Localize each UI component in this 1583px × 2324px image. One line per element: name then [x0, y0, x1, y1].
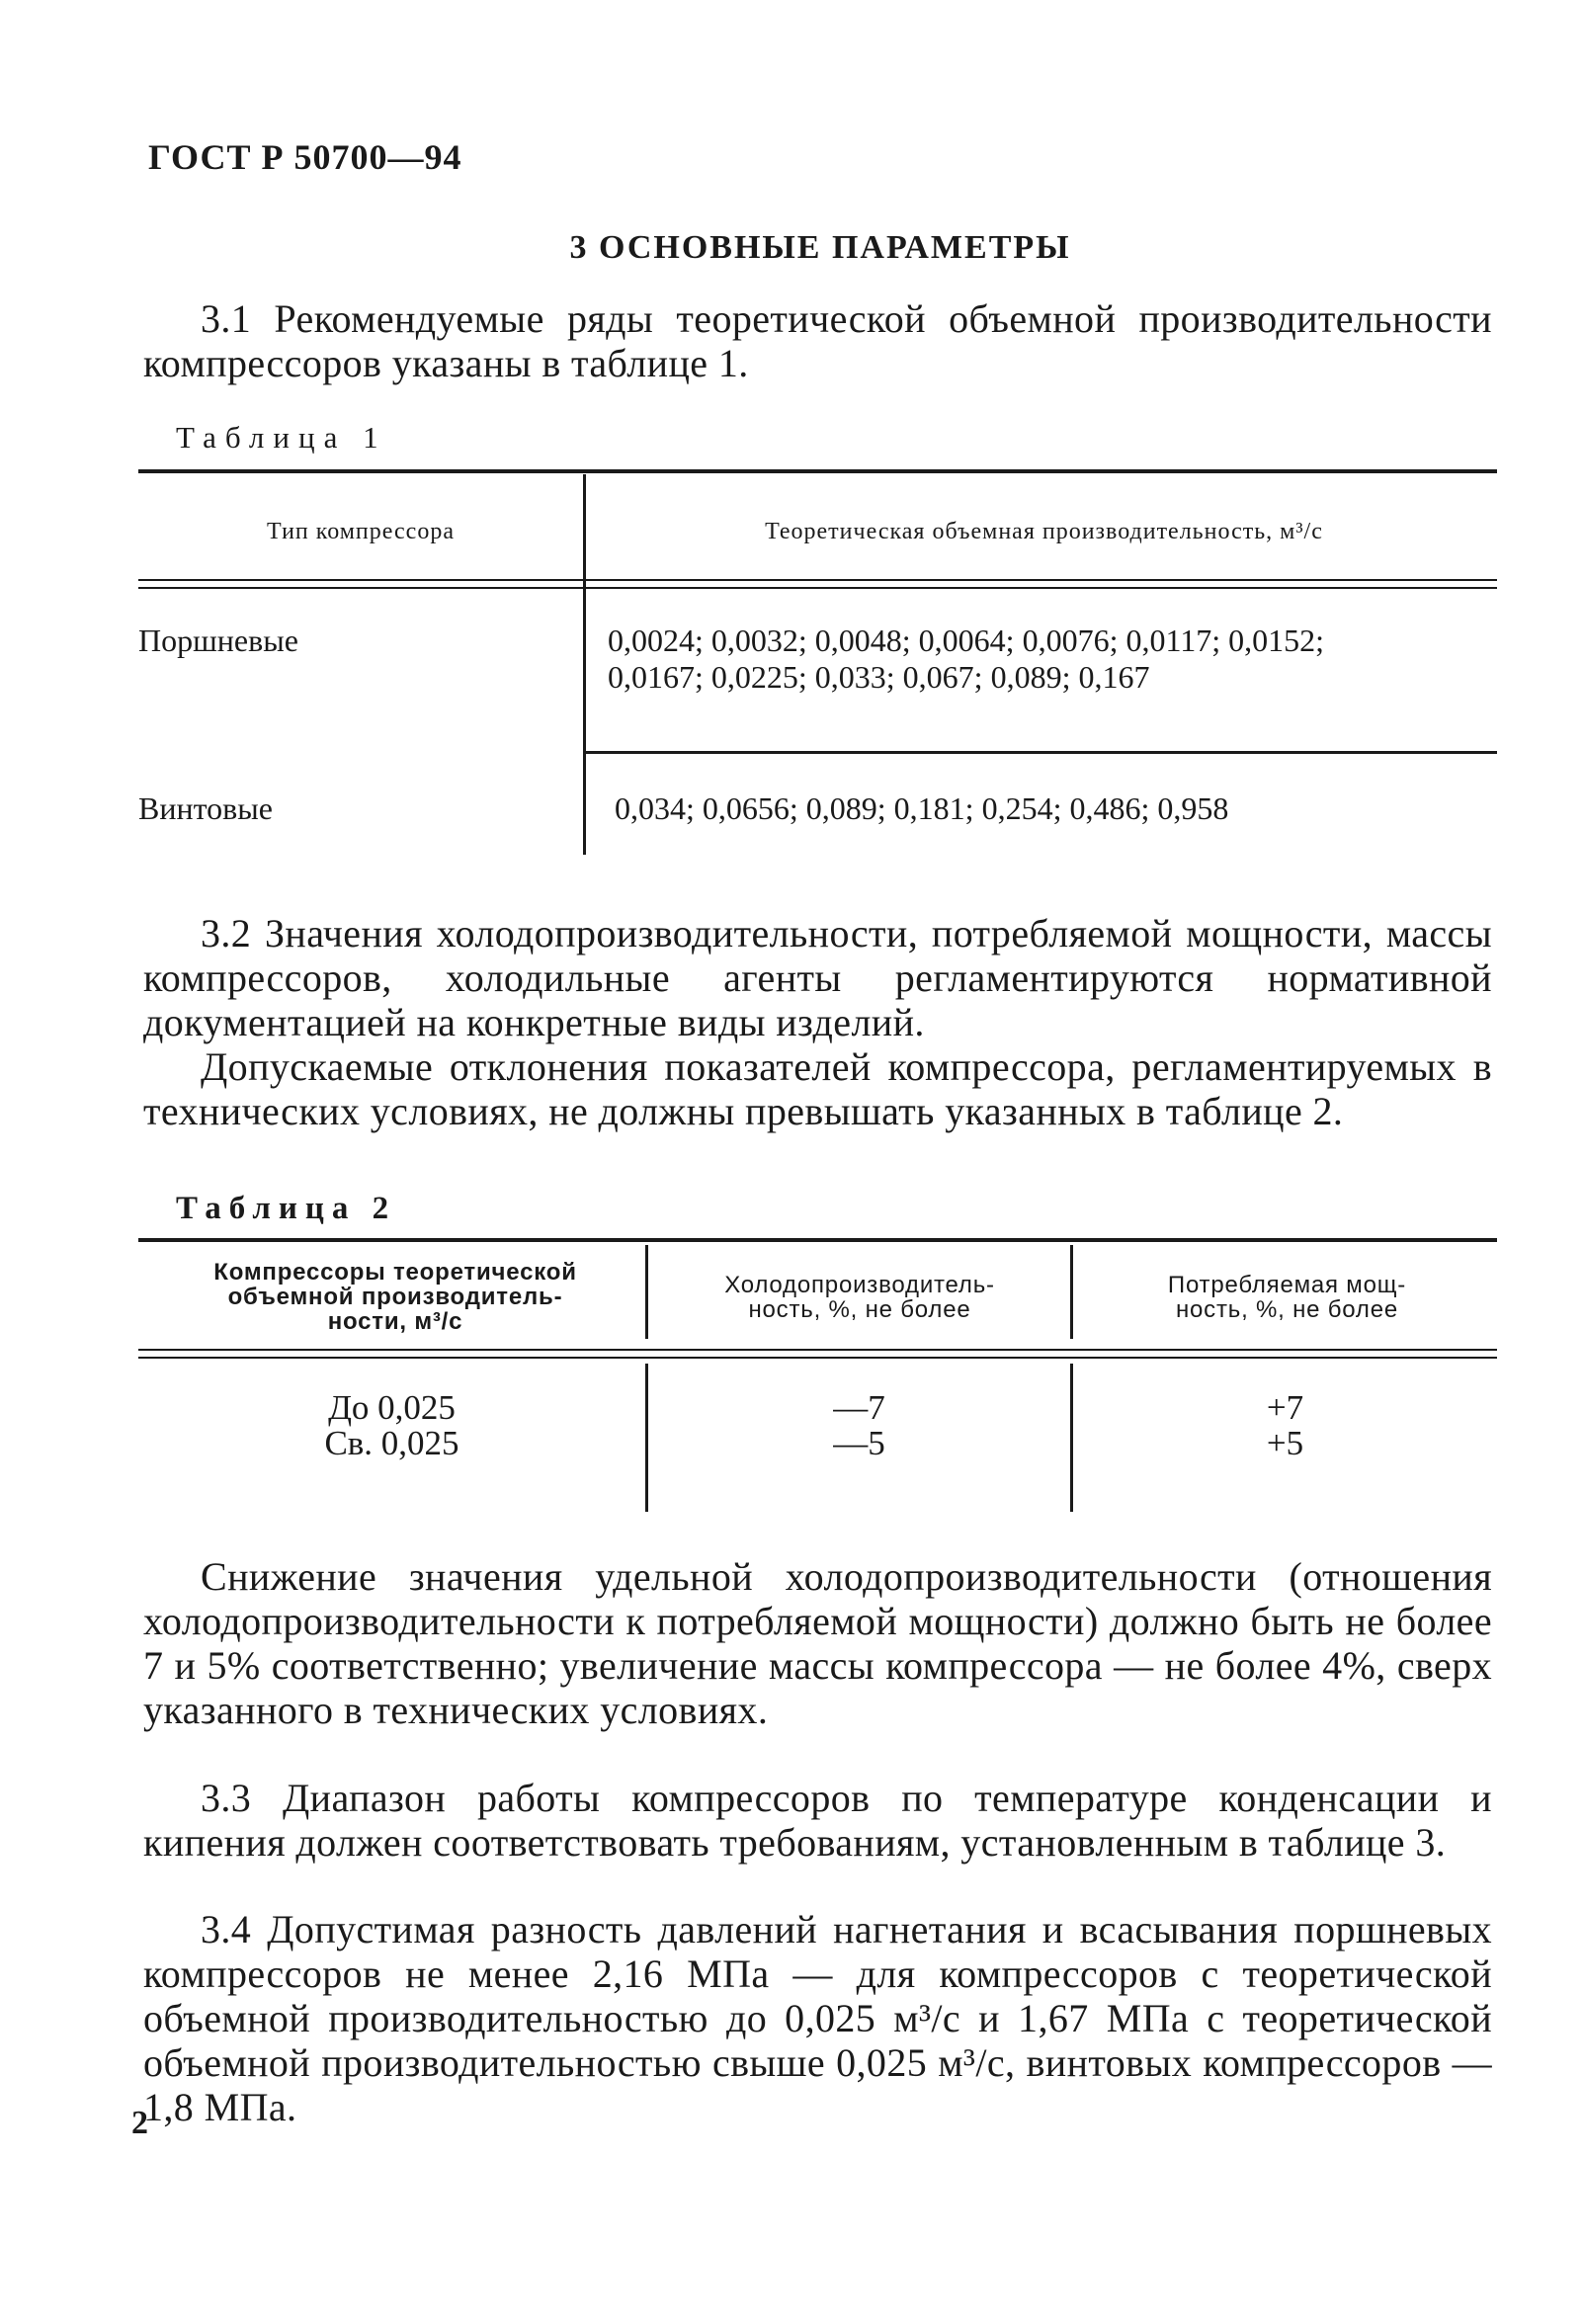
- table2-header-cooling: [652, 1273, 1067, 1322]
- table2-header-range-line: Компрессоры теоретической: [213, 1259, 577, 1286]
- table1-caption: Таблица 1: [176, 420, 387, 455]
- table1-header-rule-2: [138, 587, 1497, 589]
- table2-cell-range: Св. 0,025: [324, 1424, 459, 1462]
- table2-header-range-line: ности, м³/с: [327, 1308, 463, 1335]
- table2-header-power: [1077, 1273, 1497, 1322]
- section-title: 3 ОСНОВНЫЕ ПАРАМЕТРЫ: [569, 229, 1071, 266]
- table2-top-rule: [138, 1238, 1497, 1242]
- table2-cell-cooling: —7: [833, 1388, 885, 1427]
- table1-header-rule-1: [138, 579, 1497, 581]
- table2-header-rule-2: [138, 1357, 1497, 1359]
- table1-row-values-line1: 0,0024; 0,0032; 0,0048; 0,0064; 0,0076; 0,0117; 0,0152;: [608, 622, 1325, 658]
- table2-header-divider-1: [645, 1245, 648, 1339]
- paragraph-3-3: 3.3 Диапазон работы компрессоров по температуре конденсации и кипения должен соответствовать требованиям, установленным в таблице 3.: [143, 1776, 1492, 1865]
- table2-header-range-line: объемной производитель-: [227, 1284, 563, 1310]
- table2-cell-power: +5: [1266, 1424, 1304, 1462]
- page-number: 2: [131, 2105, 148, 2141]
- table2-header-divider-2: [1070, 1245, 1073, 1339]
- standard-header: ГОСТ Р 50700—94: [148, 137, 462, 177]
- table1-row-type: Винтовые: [138, 790, 273, 826]
- table2-header-rule-1: [138, 1349, 1497, 1351]
- table1-top-rule: [138, 469, 1497, 473]
- table1-column-divider: [583, 474, 586, 855]
- table2-cell-cooling: —5: [833, 1424, 885, 1462]
- paragraph-3-1: 3.1 Рекомендуемые ряды теоретической объемной производительности компрессоров указаны в таблице 1.: [143, 296, 1492, 385]
- table2-header-power-line: Потребляемая мощ-: [1167, 1272, 1407, 1298]
- table1-row-rule: [583, 751, 1497, 754]
- table1-row-type: Поршневые: [138, 622, 298, 658]
- table2-header-range: [148, 1260, 642, 1334]
- table2-header-cooling-line: ность, %, не более: [748, 1296, 971, 1323]
- table2-caption-text: Таблица 2: [176, 1191, 397, 1226]
- table1-row-values-line1: 0,034; 0,0656; 0,089; 0,181; 0,254; 0,486; 0,958: [615, 790, 1229, 826]
- table1-header-type: Тип компрессора: [267, 519, 455, 544]
- paragraph-deviations: Допускаемые отклонения показателей компрессора, регламентируемых в технических условиях, не должны превышать указанных в таблице 2.: [143, 1044, 1492, 1133]
- paragraph-3-2: 3.2 Значения холодопроизводительности, потребляемой мощности, массы компрессоров, холодильные агенты регламентируются нормативной документацией на конкретные виды изделий.: [143, 911, 1492, 1044]
- table1-row-values-line2: 0,0167; 0,0225; 0,033; 0,067; 0,089; 0,167: [608, 659, 1150, 695]
- table2-header-power-line: ность, %, не более: [1175, 1296, 1399, 1323]
- paragraph-reduction: Снижение значения удельной холодопроизводительности (отношения холодопроизводительности к потребляемой мощности) должно быть не более 7 и 5% соответственно; увеличение массы компрессора — не более 4%, сверх указанного в технических условиях.: [143, 1554, 1492, 1732]
- table2-cell-power: +7: [1266, 1388, 1304, 1427]
- table2-cell-range: До 0,025: [328, 1388, 456, 1427]
- table2-header-cooling-line: Холодопроизводитель-: [724, 1272, 995, 1298]
- table1-header-capacity: Теоретическая объемная производительность, м³/с: [765, 519, 1323, 544]
- table2-caption: [176, 1191, 396, 1227]
- paragraph-3-4: 3.4 Допустимая разность давлений нагнетания и всасывания поршневых компрессоров не менее 2,16 МПа — для компрессоров с теоретической объемной производительностью до 0,025 м³/с и 1,67 МПа с теоретической объемной производительностью свыше 0,025 м³/с, винтовых компрессоров — 1,8 МПа.: [143, 1907, 1492, 2129]
